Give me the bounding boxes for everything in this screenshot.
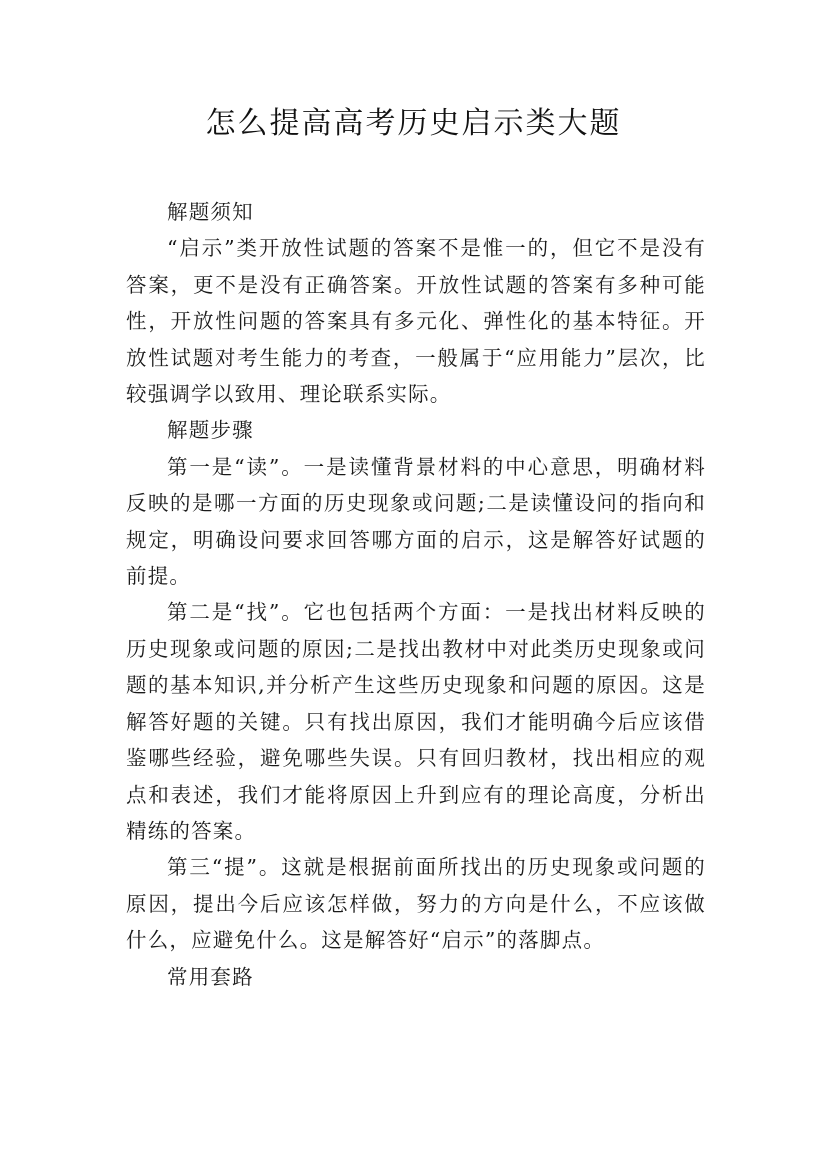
document-body <box>126 194 706 995</box>
notes-paragraph: “启示”类开放性试题的答案不是惟一的，但它不是没有答案，更不是没有正确答案。开放性试题的答案有多种可能性，开放性问题的答案具有多元化、弹性化的基本特征。开放性试题对考生能力的考查，一般属于“应用能力”层次，比较强调学以致用、理论联系实际。 <box>126 236 706 407</box>
section-heading-routines: 常用套路 <box>167 964 254 989</box>
step-find-paragraph: 第二是“找”。它也包括两个方面：一是找出材料反映的历史现象或问题的原因;二是找出教材中对此类历史现象或问题的基本知识,并分析产生这些历史现象和问题的原因。这是解答好题的关键。只有找出原因，我们才能明确今后应该借鉴哪些经验，避免哪些失误。只有回归教材，找出相应的观点和表述，我们才能将原因上升到应有的理论高度，分析出精练的答案。 <box>126 600 706 843</box>
section-heading-steps: 解题步骤 <box>167 418 254 443</box>
step-propose-paragraph: 第三“提”。这就是根据前面所找出的历史现象或问题的原因，提出今后应该怎样做，努力的方向是什么，不应该做什么，应避免什么。这是解答好“启示”的落脚点。 <box>126 855 706 953</box>
step-read-paragraph: 第一是“读”。一是读懂背景材料的中心意思，明确材料反映的是哪一方面的历史现象或问题;二是读懂设问的指向和规定，明确设问要求回答哪方面的启示，这是解答好试题的前提。 <box>126 454 706 589</box>
section-heading-notes: 解题须知 <box>167 200 254 224</box>
document-title: 怎么提高高考历史启示类大题 <box>205 106 622 141</box>
